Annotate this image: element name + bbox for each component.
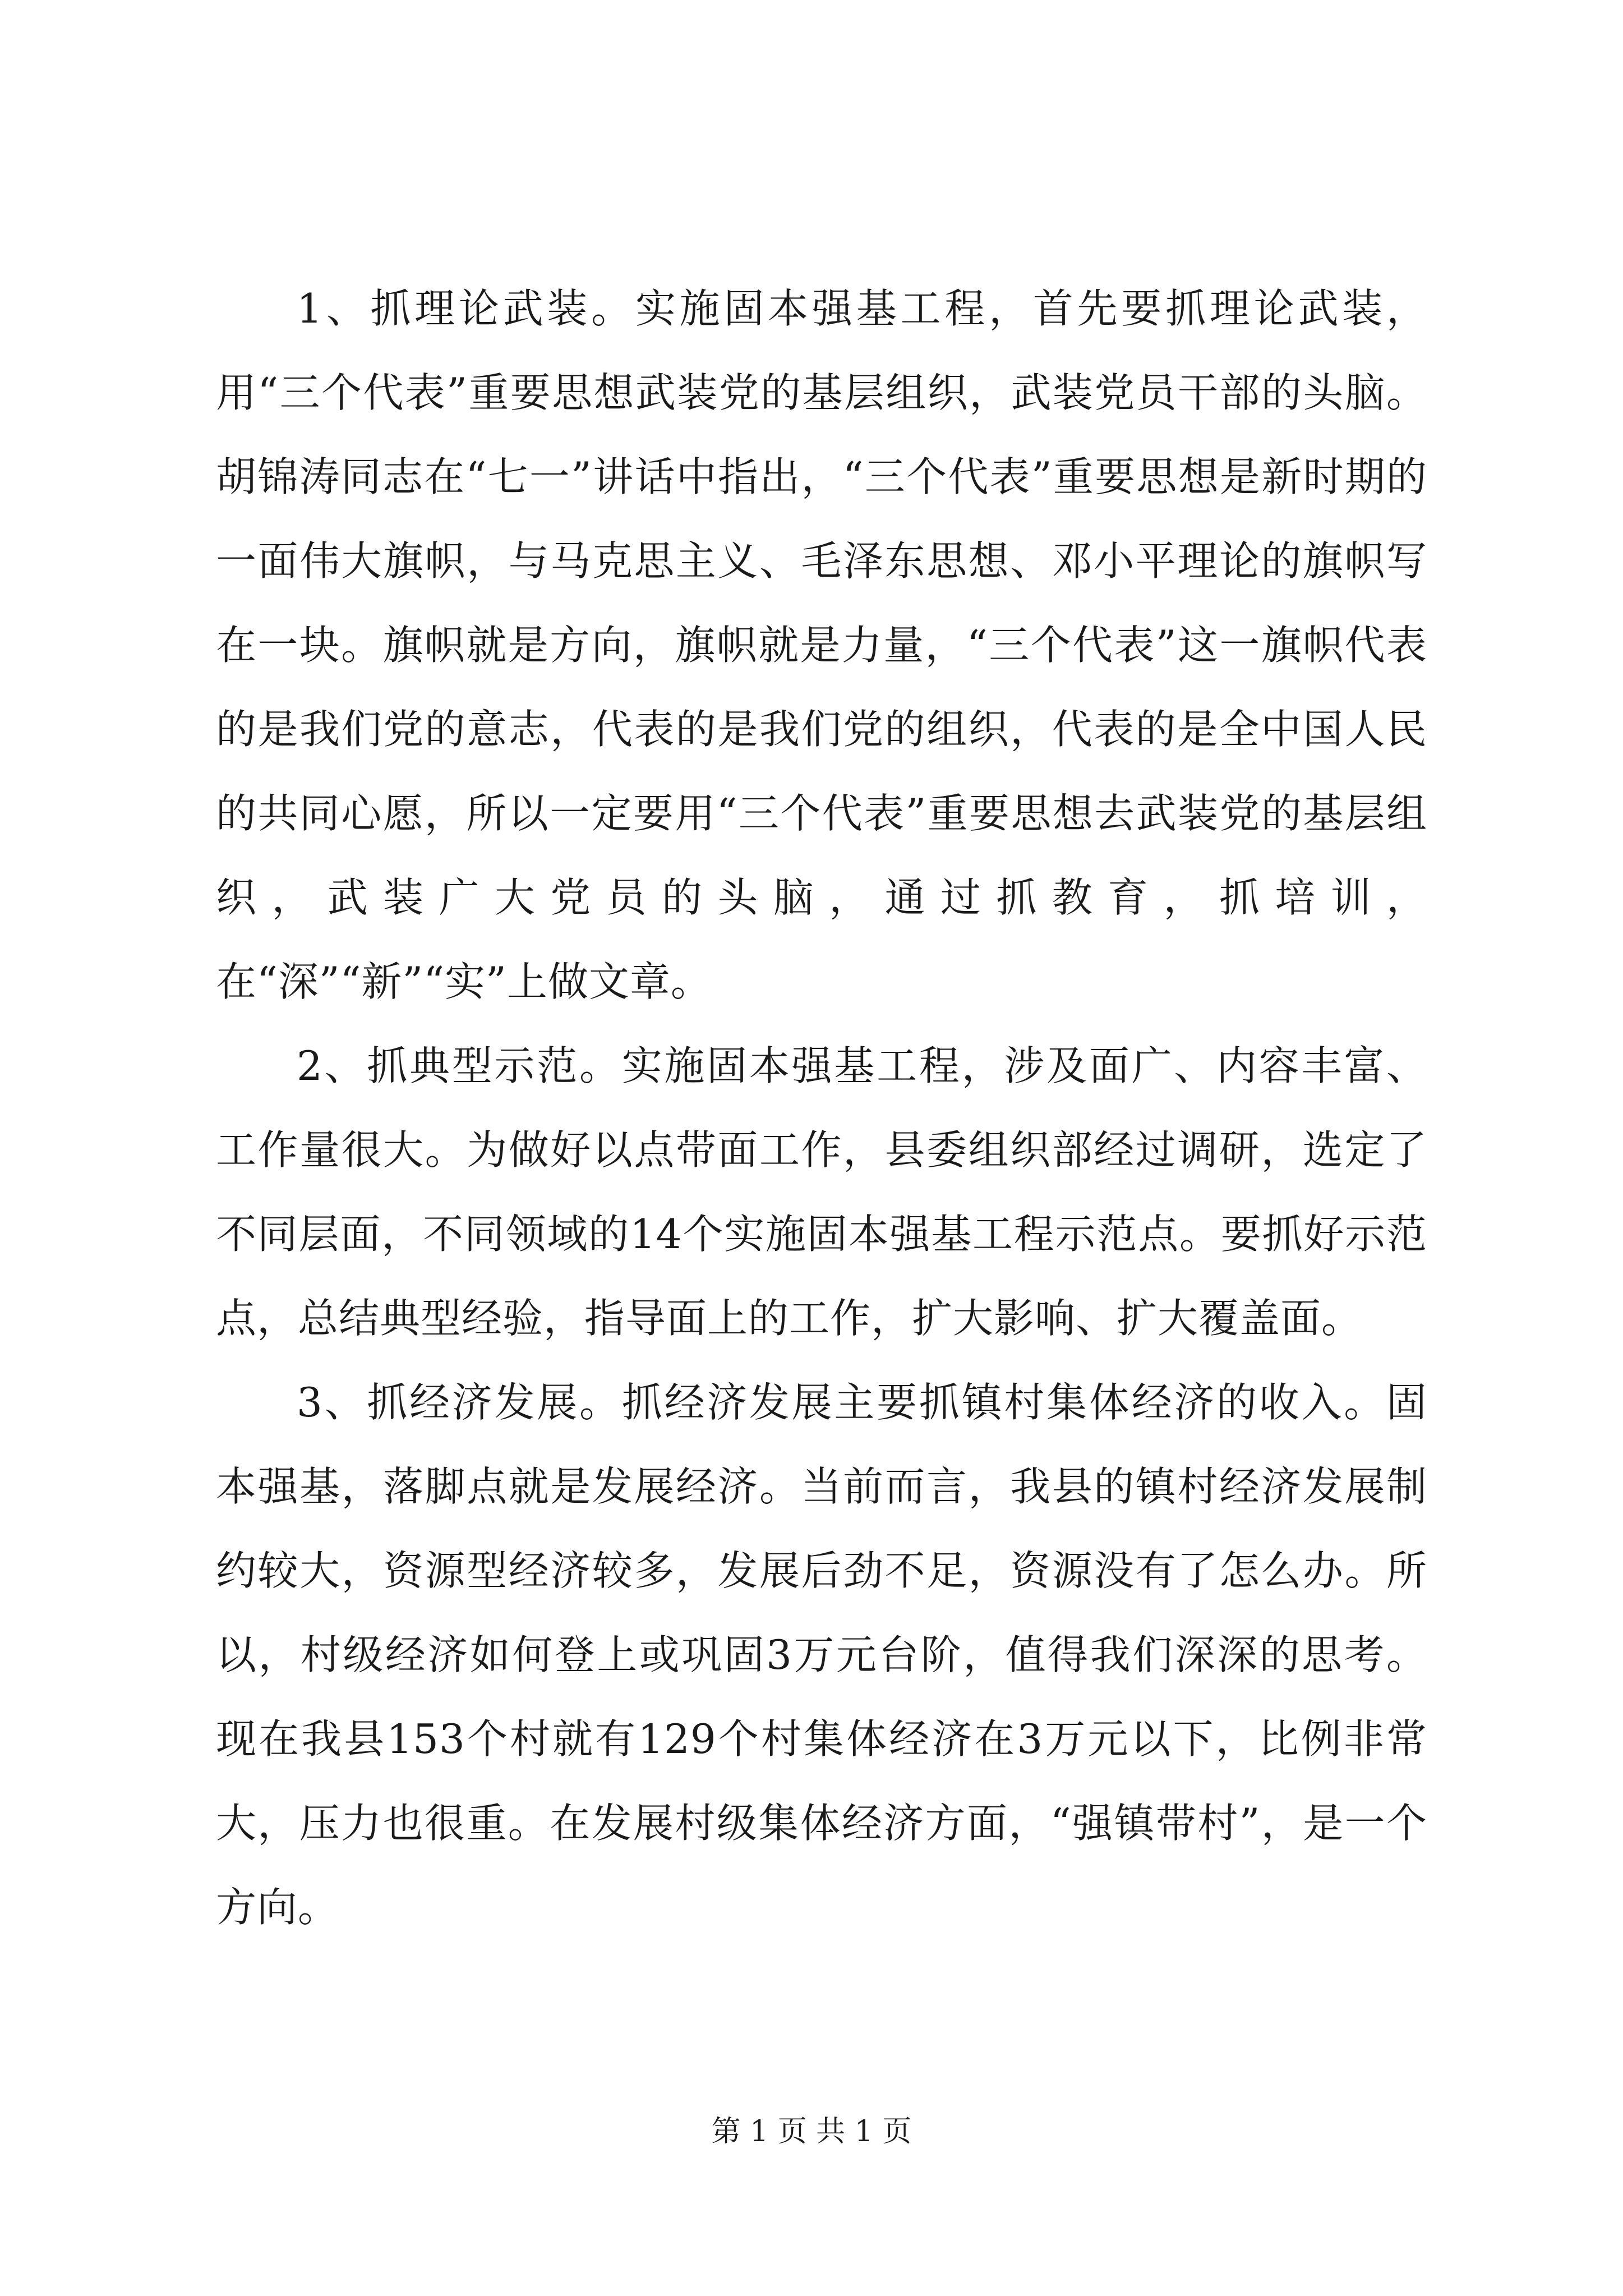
document-body bbox=[216, 266, 1427, 1949]
paragraph-economy: 3、抓经济发展。抓经济发展主要抓镇村集体经济的收入。固本强基，落脚点就是发展经济。当前而言，我县的镇村经济发展制约较大，资源型经济较多，发展后劲不足，资源没有了怎么办。所以，村级经济如何登上或巩固3万元台阶，值得我们深深的思考。现在我县153个村就有129个村集体经济在3万元以下，比例非常大，压力也很重。在发展村级集体经济方面，“强镇带村”，是一个方向。 bbox=[216, 1379, 1427, 1931]
page-footer: 第 1 页 共 1 页 bbox=[711, 2115, 912, 2148]
paragraph-model: 2、抓典型示范。实施固本强基工程，涉及面广、内容丰富、工作量很大。为做好以点带面工作，县委组织部经过调研，选定了不同层面，不同领域的14个实施固本强基工程示范点。要抓好示范点，总结典型经验，指导面上的工作，扩大影响、扩大覆盖面。 bbox=[216, 1042, 1427, 1342]
paragraph-theory: 1、抓理论武装。实施固本强基工程，首先要抓理论武装，用“三个代表”重要思想武装党的基层组织，武装党员干部的头脑。胡锦涛同志在“七一”讲话中指出，“三个代表”重要思想是新时期的一面伟大旗帜，与马克思主义、毛泽东思想、邓小平理论的旗帜写在一块。旗帜就是方向，旗帜就是力量，“三个代表”这一旗帜代表的是我们党的意志，代表的是我们党的组织，代表的是全中国人民的共同心愿，所以一定要用“三个代表”重要思想去武装党的基层组织，武装广大党员的头脑，通过抓教育，抓培训，在“深”“新”“实”上做文章。 bbox=[216, 285, 1427, 1005]
